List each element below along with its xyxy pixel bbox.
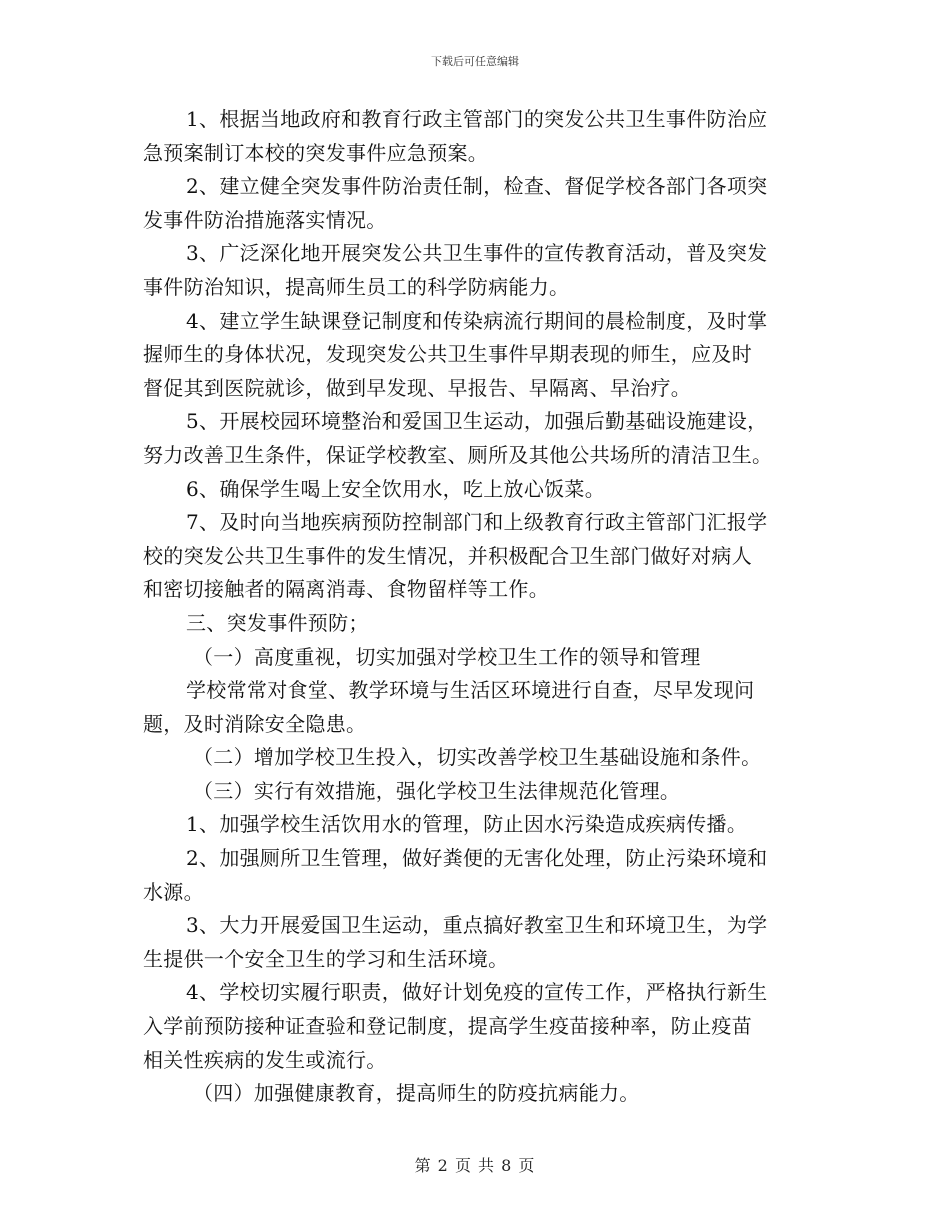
text-line: （三）实行有效措施，强化学校卫生法律规范化管理。 — [193, 778, 681, 803]
text-line: 学校常常对食堂、教学环境与生活区环境进行自查，尽早发现问 — [186, 678, 755, 703]
text-line: 题，及时消除安全隐患。 — [143, 711, 367, 736]
text-line: 发事件防治措施落实情况。 — [143, 207, 387, 232]
text-line: 4、建立学生缺课登记制度和传染病流行期间的晨检制度，及时掌 — [186, 308, 768, 333]
text-line: 三、突发事件预防； — [186, 610, 369, 635]
text-line: 6、确保学生喝上安全饮用水，吃上放心饭菜。 — [186, 476, 606, 501]
text-line: 校的突发公共卫生事件的发生情况，并积极配合卫生部门做好对病人 — [143, 543, 752, 568]
page-number: 第 2 页 共 8 页 — [414, 1156, 536, 1175]
text-line: 入学前预防接种证查验和登记制度，提高学生疫苗接种率，防止疫苗 — [143, 1014, 752, 1039]
text-line: 相关性疾病的发生或流行。 — [143, 1047, 387, 1072]
text-line: （一）高度重视，切实加强对学校卫生工作的领导和管理 — [193, 644, 701, 669]
text-line: 急预案制订本校的突发事件应急预案。 — [143, 140, 489, 165]
text-line: 握师生的身体状况，发现突发公共卫生事件早期表现的师生，应及时 — [143, 342, 752, 367]
document-body — [143, 103, 809, 1111]
text-line: 7、及时向当地疾病预防控制部门和上级教育行政主管部门汇报学 — [186, 510, 768, 535]
text-line: 努力改善卫生条件，保证学校教室、厕所及其他公共场所的清洁卫生。 — [143, 442, 773, 467]
text-line: （四）加强健康教育，提高师生的防疫抗病能力。 — [193, 1081, 640, 1106]
text-line: 1、根据当地政府和教育行政主管部门的突发公共卫生事件防治应 — [186, 107, 768, 131]
page-header: 下载后可任意编辑 — [431, 55, 519, 68]
text-line: 3、广泛深化地开展突发公共卫生事件的宣传教育活动，普及突发 — [186, 241, 768, 266]
text-line: 4、学校切实履行职责，做好计划免疫的宣传工作，严格执行新生 — [186, 980, 768, 1005]
text-line: 和密切接触者的隔离消毒、食物留样等工作。 — [143, 577, 549, 602]
text-line: 5、开展校园环境整治和爱国卫生运动，加强后勤基础设施建设， — [186, 409, 768, 434]
text-line: 生提供一个安全卫生的学习和生活环境。 — [143, 946, 509, 971]
text-line: 事件防治知识，提高师生员工的科学防病能力。 — [143, 274, 570, 299]
text-line: 3、大力开展爱国卫生运动，重点搞好教室卫生和环境卫生，为学 — [186, 913, 768, 938]
text-line: （二）增加学校卫生投入，切实改善学校卫生基础设施和条件。 — [193, 745, 762, 770]
text-line: 督促其到医院就诊，做到早发现、早报告、早隔离、早治疗。 — [143, 375, 692, 400]
text-line: 1、加强学校生活饮用水的管理，防止因水污染造成疾病传播。 — [186, 812, 748, 837]
text-line: 2、加强厕所卫生管理，做好粪便的无害化处理，防止污染环境和 — [186, 846, 768, 871]
text-line: 水源。 — [143, 879, 204, 904]
text-line: 2、建立健全突发事件防治责任制，检查、督促学校各部门各项突 — [186, 174, 768, 199]
